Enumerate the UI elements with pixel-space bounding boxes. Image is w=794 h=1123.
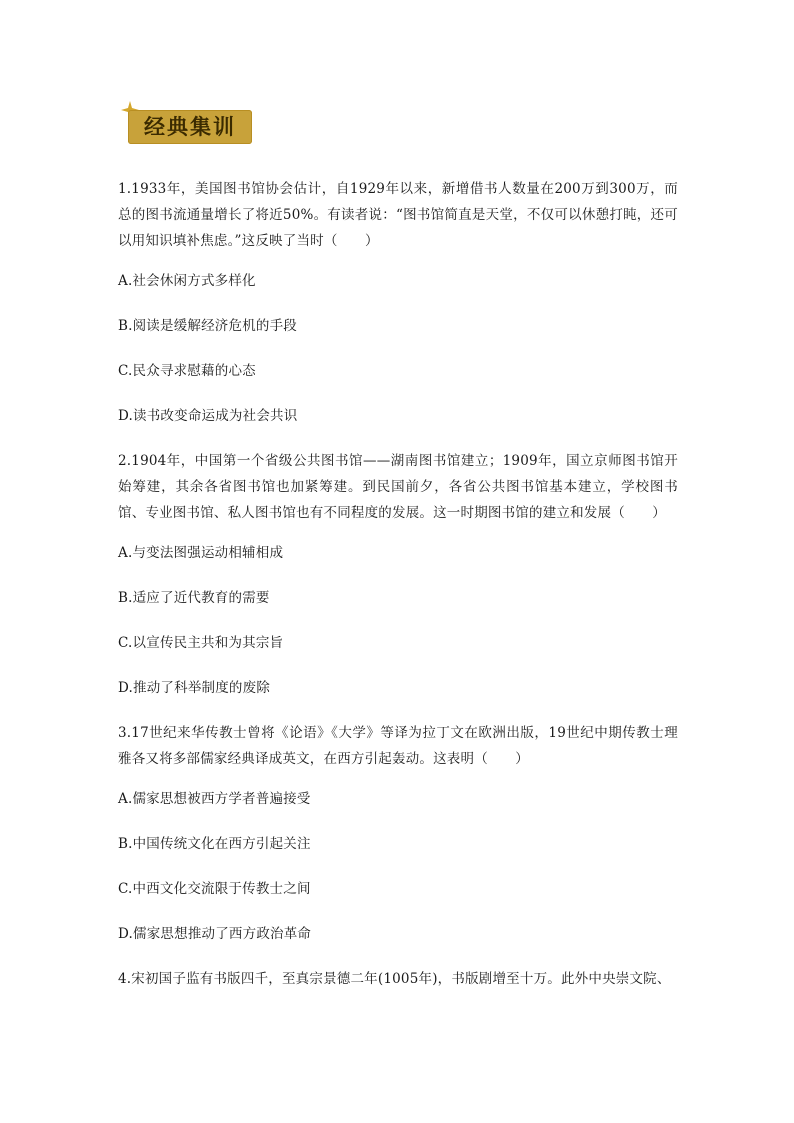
q2-option-c: C.以宣传民主共和为其宗旨	[118, 635, 284, 651]
q2-option-b: B.适应了近代教育的需要	[118, 590, 270, 606]
q1-option-b: B.阅读是缓解经济危机的手段	[118, 318, 298, 334]
section-badge-box	[128, 110, 252, 144]
q3-option-c: C.中西文化交流限于传教士之间	[118, 881, 311, 897]
question-4: 4.宋初国子监有书版四千，至真宗景德二年(1005年)，书版剧增至十万。此外中央崇文院、	[118, 971, 671, 987]
q1-option-d: D.读书改变命运成为社会共识	[118, 408, 298, 424]
section-title: 经典集训	[144, 115, 236, 139]
q3-option-d: D.儒家思想推动了西方政治革命	[118, 926, 312, 942]
question-list	[118, 176, 678, 992]
q1-option-c: C.民众寻求慰藉的心态	[118, 363, 256, 379]
section-badge	[120, 100, 254, 148]
q3-option-b: B.中国传统文化在西方引起关注	[118, 836, 311, 852]
question-3: 3.17世纪来华传教士曾将《论语》《大学》等译为拉丁文在欧洲出版，19世纪中期传教士理雅各又将多部儒家经典译成英文，在西方引起轰动。这表明（ ）	[118, 725, 678, 767]
q2-option-d: D.推动了科举制度的废除	[118, 680, 271, 696]
question-1: 1.1933年，美国图书馆协会估计，自1929年以来，新增借书人数量在200万到300万，而总的图书流通量增长了将近50%。有读者说：“图书馆简直是天堂，不仅可以休憩打盹，还可以用知识填补焦虑。”这反映了当时（ ）	[118, 181, 678, 249]
q3-option-a: A.儒家思想被西方学者普遍接受	[118, 791, 311, 807]
q1-option-a: A.社会休闲方式多样化	[118, 273, 256, 289]
q2-option-a: A.与变法图强运动相辅相成	[118, 545, 284, 561]
question-2: 2.1904年，中国第一个省级公共图书馆——湖南图书馆建立；1909年，国立京师图书馆开始筹建，其余各省图书馆也加紧筹建。到民国前夕，各省公共图书馆基本建立，学校图书馆、专业图书馆、私人图书馆也有不同程度的发展。这一时期图书馆的建立和发展（ ）	[118, 453, 678, 521]
